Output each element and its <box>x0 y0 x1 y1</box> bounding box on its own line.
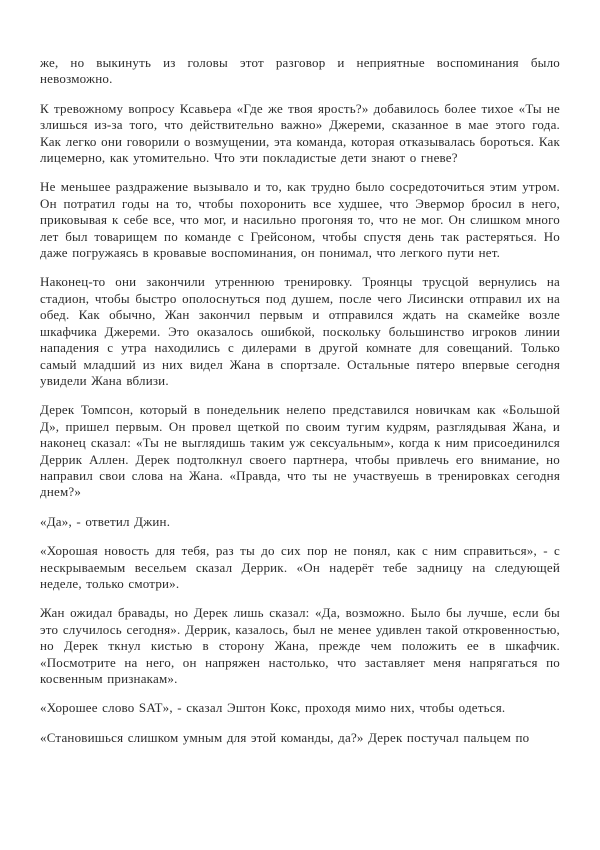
paragraph: Жан ожидал бравады, но Дерек лишь сказал: «Да, возможно. Было бы лучше, если бы это случилось сегодня». Деррик, казалось, был не менее удивлен такой откровенностью, но Дерек ткнул кистью в сторону Жана, прежде чем положить ее в шкафчик. «Посмотрите на него, он напряжен настолько, что заставляет меня напрягаться по косвенным признакам». <box>40 605 560 686</box>
paragraph: «Да», - ответил Джин. <box>40 513 171 529</box>
paragraph: «Становишься слишком умным для этой команды, да?» Дерек постучал пальцем по <box>40 729 530 745</box>
paragraph: же, но выкинуть из головы этот разговор и неприятные воспоминания было невозможно. <box>40 55 560 87</box>
paragraph: Наконец-то они закончили утреннюю тренировку. Троянцы трусцой вернулись на стадион, чтобы быстро ополоснуться под душем, после чего Лисински отправил их на обед. Как обычно, Жан закончил первым и отправился ждать на скамейке возле шкафчика Джереми. Это оказалось ошибкой, поскольку большинство игроков линии нападения с утра находились с дилерами в другой комнате для совещаний. Только самый младший из них видел Жана в спортзале. Остальные пятеро впервые сегодня увидели Жана вблизи. <box>40 274 560 388</box>
paragraph: К тревожному вопросу Ксавьера «Где же твоя ярость?» добавилось более тихое «Ты не злишься из-за того, что действительно важно» Джереми, сказанное в мае этого года. Как легко они говорили о возмущении, эта команда, которая отказывалась бороться. Как лицемерно, как утомительно. Что эти покладистые дети знают о гневе? <box>40 100 560 166</box>
paragraph: Дерек Томпсон, который в понедельник нелепо представился новичкам как «Большой Д», пришел первым. Он провел щеткой по своим тугим кудрям, разглядывая Жана, и наконец сказал: «Ты не выглядишь таким уж сексуальным», когда к ним присоединился Деррик Аллен. Дерек подтолкнул своего партнера, чтобы привлечь его внимание, но направил свои слова на Жана. «Правда, что ты не участвуешь в тренировках сегодня днем?» <box>40 402 560 500</box>
paragraph: Не меньшее раздражение вызывало и то, как трудно было сосредоточиться этим утром. Он потратил годы на то, чтобы похоронить все худшее, что Эвермор бросил в него, приковывая к себе все, что мог, и насильно прогоняя то, что не мог. Он слишком много лет был товарищем по команде с Грейсоном, чтобы спустя день так растеряться. Но даже погружаясь в кровавые воспоминания, он понимал, что легкого пути нет. <box>40 179 560 261</box>
paragraph: «Хорошая новость для тебя, раз ты до сих пор не понял, как с ним справиться», - с нескрываемым весельем сказал Деррик. «Он надерёт тебе задницу на следующей неделе, только смотри». <box>40 543 560 591</box>
paragraph: «Хорошее слово SAT», - сказал Эштон Кокс, проходя мимо них, чтобы одеться. <box>40 700 506 716</box>
